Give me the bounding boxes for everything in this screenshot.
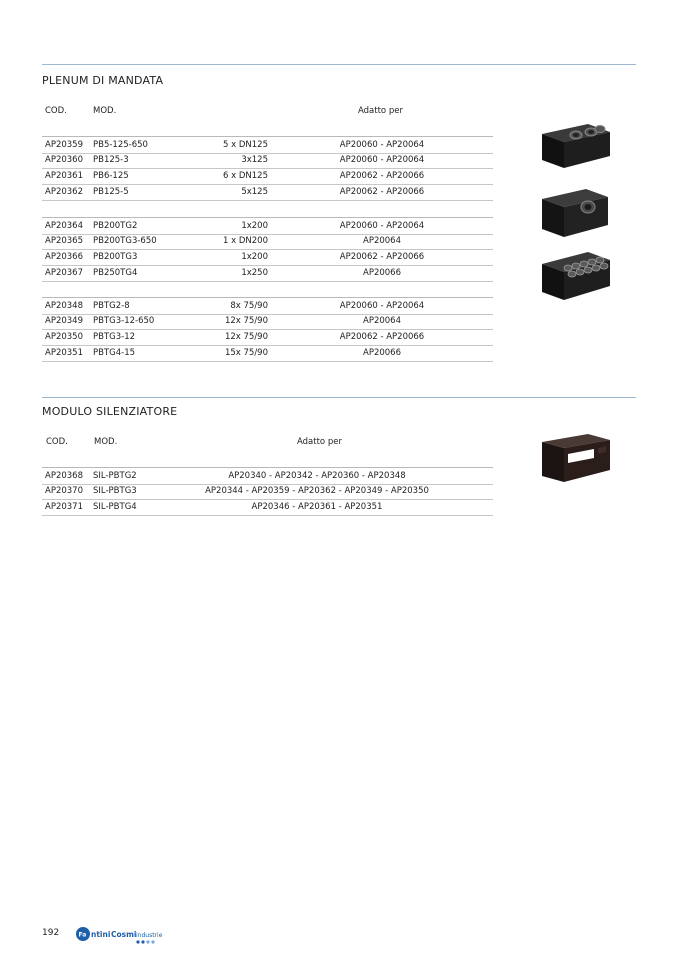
table-row	[42, 265, 493, 282]
section-title-silenziatore: MODULO SILENZIATORE	[42, 405, 178, 418]
cell-fit: AP20062 - AP20066	[339, 187, 425, 197]
cell-mod: SIL-PBTG3	[93, 486, 137, 496]
cell-size: 1x250	[241, 268, 268, 278]
svg-text:industrie: industrie	[136, 932, 163, 939]
cell-cod: AP20361	[45, 171, 83, 181]
cell-fit: AP20060 - AP20064	[339, 155, 425, 165]
cell-mod: PB6-125	[93, 171, 129, 181]
cell-size: 6 x DN125	[223, 171, 268, 181]
cell-fit: AP20062 - AP20066	[339, 252, 425, 262]
table-row	[42, 329, 493, 346]
cell-fit: AP20060 - AP20064	[339, 301, 425, 311]
cell-fit: AP20064	[363, 316, 401, 326]
cell-cod: AP20351	[45, 348, 83, 358]
cell-fit: AP20062 - AP20066	[339, 171, 425, 181]
cell-cod: AP20350	[45, 332, 83, 342]
section-rule-top	[42, 64, 636, 65]
svg-text:Fa: Fa	[78, 931, 87, 939]
cell-size: 12x 75/90	[224, 316, 268, 326]
cell-cod: AP20349	[45, 316, 83, 326]
svg-text:ntini: ntini	[91, 930, 111, 939]
cell-mod: PB200TG2	[93, 221, 138, 231]
cell-cod: AP20370	[45, 486, 83, 496]
silencer-module-image	[538, 430, 614, 486]
table-row	[42, 313, 493, 330]
cell-mod: PB125-5	[93, 187, 129, 197]
page-number: 192	[42, 928, 60, 938]
cell-mod: SIL-PBTG2	[93, 471, 137, 481]
cell-cod: AP20368	[45, 471, 83, 481]
cell-size: 1x200	[241, 221, 268, 231]
cell-size: 5x125	[241, 187, 268, 197]
cell-fit: AP20064	[363, 236, 401, 246]
brand-logo	[76, 926, 163, 942]
cell-cod: AP20348	[45, 301, 83, 311]
cell-fit: AP20066	[363, 348, 401, 358]
table-row	[42, 152, 493, 169]
plenum-box-image-2	[538, 185, 614, 241]
header-mod: MOD.	[93, 106, 117, 116]
cell-fit: AP20062 - AP20066	[339, 332, 425, 342]
table-row	[42, 345, 493, 362]
cell-cod: AP20365	[45, 236, 83, 246]
cell-size: 12x 75/90	[224, 332, 268, 342]
cell-size: 1 x DN200	[223, 236, 268, 246]
cell-fit: AP20346 - AP20361 - AP20351	[251, 502, 383, 512]
cell-cod: AP20367	[45, 268, 83, 278]
cell-cod: AP20371	[45, 502, 83, 512]
header-cod-2: COD.	[46, 437, 68, 447]
cell-fit: AP20344 - AP20359 - AP20362 - AP20349 - AP20350	[205, 486, 429, 496]
cell-fit: AP20060 - AP20064	[339, 221, 425, 231]
cell-mod: PB250TG4	[93, 268, 138, 278]
cell-mod: PB5-125-650	[93, 140, 148, 150]
cell-mod: PBTG3-12-650	[93, 316, 155, 326]
cell-cod: AP20366	[45, 252, 83, 262]
header-mod-2: MOD.	[94, 437, 118, 447]
plenum-box-image-1	[538, 118, 614, 170]
cell-mod: PBTG2-8	[93, 301, 130, 311]
header-fit-2: Adatto per	[297, 437, 342, 447]
plenum-box-image-3	[538, 248, 614, 302]
cell-fit: AP20060 - AP20064	[339, 140, 425, 150]
cell-size: 15x 75/90	[224, 348, 268, 358]
table-row	[42, 168, 493, 185]
cell-fit: AP20340 - AP20342 - AP20360 - AP20348	[228, 471, 406, 481]
cell-cod: AP20362	[45, 187, 83, 197]
table-row	[42, 483, 493, 500]
cell-size: 8x 75/90	[230, 301, 268, 311]
header-cod: COD.	[45, 106, 67, 116]
cell-size: 1x200	[241, 252, 268, 262]
cell-mod: PBTG4-15	[93, 348, 136, 358]
table-row	[42, 249, 493, 266]
cell-fit: AP20066	[363, 268, 401, 278]
cell-size: 3x125	[241, 155, 268, 165]
table-row	[42, 184, 493, 201]
cell-cod: AP20360	[45, 155, 83, 165]
table-row	[42, 499, 493, 516]
cell-cod: AP20359	[45, 140, 83, 150]
section-title-plenum: PLENUM DI MANDATA	[42, 74, 164, 87]
cell-cod: AP20364	[45, 221, 83, 231]
cell-mod: PB200TG3-650	[93, 236, 157, 246]
cell-mod: SIL-PBTG4	[93, 502, 137, 512]
section-rule-middle	[42, 397, 636, 398]
svg-text:Cosmi: Cosmi	[111, 930, 137, 939]
cell-mod: PB125-3	[93, 155, 129, 165]
cell-size: 5 x DN125	[223, 140, 268, 150]
cell-mod: PBTG3-12	[93, 332, 136, 342]
table-row	[42, 233, 493, 250]
header-fit: Adatto per	[358, 106, 403, 116]
cell-mod: PB200TG3	[93, 252, 138, 262]
